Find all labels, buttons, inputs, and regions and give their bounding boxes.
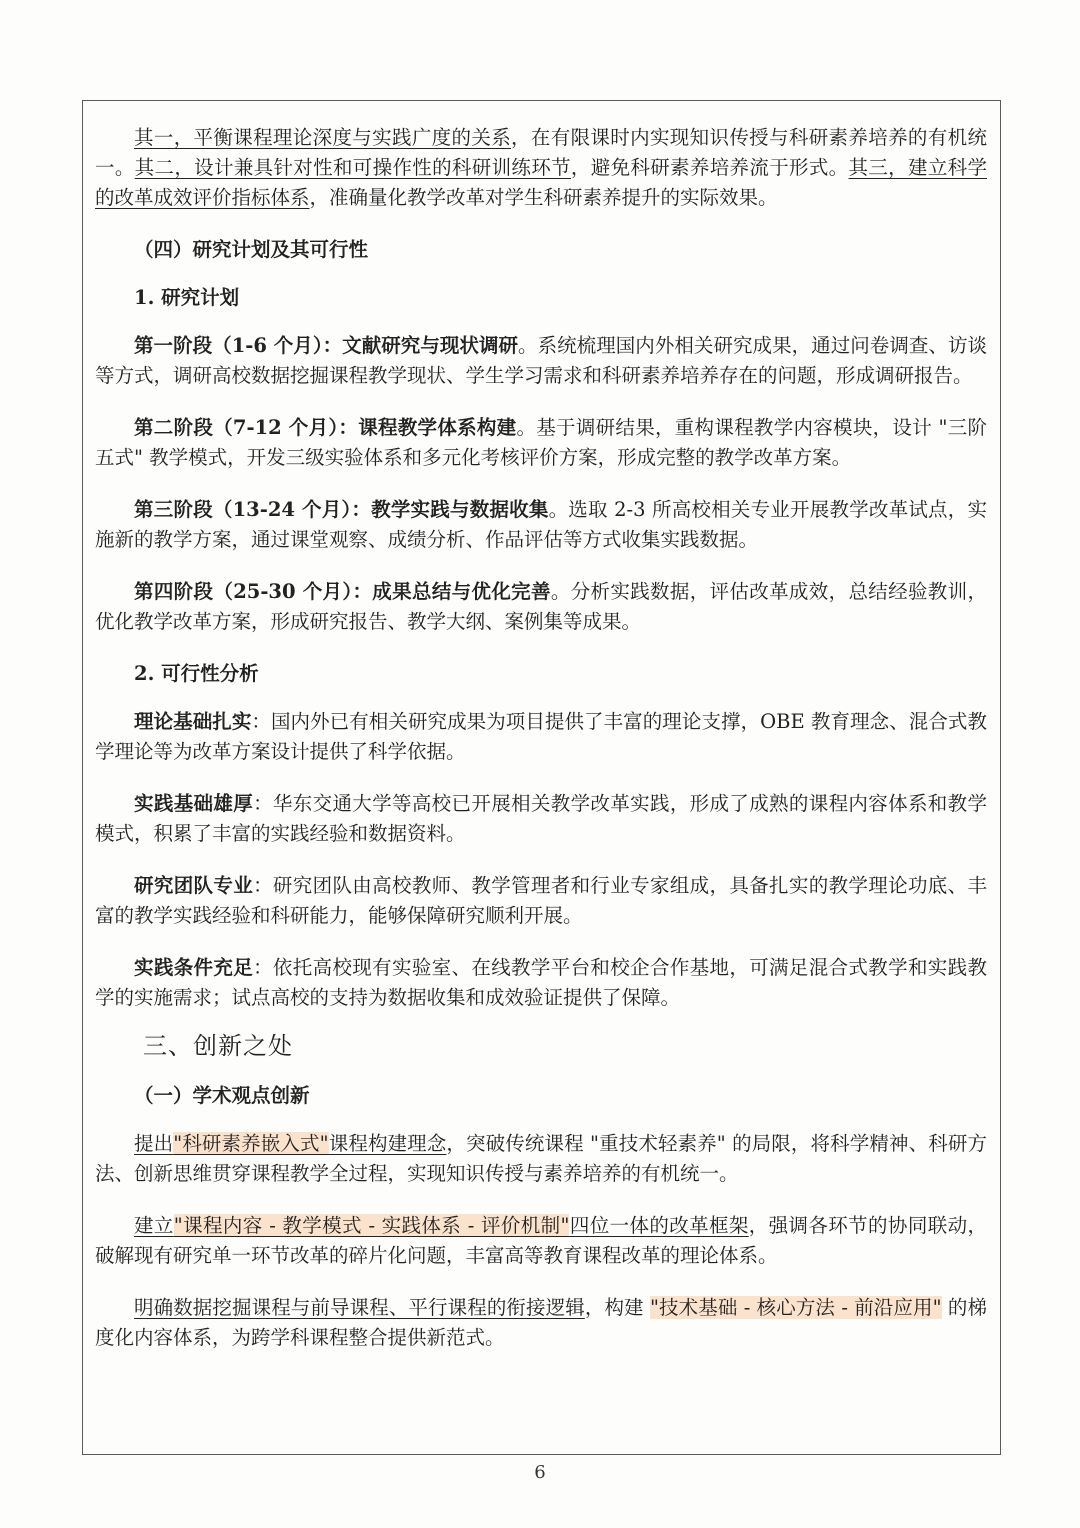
subheading-research-plan: 1. 研究计划 [134, 286, 240, 309]
feasibility-paragraph: 实践基础雄厚：华东交通大学等高校已开展相关教学改革实践，形成了成熟的课程内容体系和教学模式，积累了丰富的实践经验和数据资料。 [95, 792, 987, 845]
section-title-innovation: 三、创新之处 [143, 1032, 293, 1060]
point-two-underlined: 其二，设计兼具针对性和可操作性的科研训练环节 [134, 156, 571, 179]
feasibility-title: 实践条件充足 [134, 956, 254, 979]
feasibility-title: 理论基础扎实 [134, 710, 252, 733]
highlighted-term: "科研素养嵌入式" [173, 1132, 329, 1155]
phase-paragraph: 第二阶段（7-12 个月）：课程教学体系构建。基于调研结果，重构课程教学内容模块，设计 "三阶五式" 教学模式，开发三级实验体系和多元化考核评价方案，形成完整的教学改革方案。 [95, 416, 988, 469]
page-number: 6 [534, 1462, 546, 1483]
feasibility-title: 实践基础雄厚 [134, 792, 254, 815]
innovation-paragraph: 建立"课程内容 - 教学模式 - 实践体系 - 评价机制"四位一体的改革框架，强调各环节的协同联动，破解现有研究单一环节改革的碎片化问题，丰富高等教育课程改革的理论体系。 [95, 1214, 987, 1267]
phase-title: 第一阶段（1-6 个月）：文献研究与现状调研 [134, 334, 519, 357]
subheading-academic-innovation: （一）学术观点创新 [134, 1084, 310, 1107]
feasibility-paragraph: 研究团队专业：研究团队由高校教师、教学管理者和行业专家组成，具备扎实的教学理论功底、丰富的教学实践经验和科研能力，能够保障研究顺利开展。 [95, 874, 987, 927]
phase-paragraph: 第四阶段（25-30 个月）：成果总结与优化完善。分析实践数据，评估改革成效，总结经验教训，优化教学改革方案，形成研究报告、教学大纲、案例集等成果。 [95, 580, 987, 633]
section-heading-plan: （四）研究计划及其可行性 [134, 238, 369, 261]
innovation-paragraph: 提出"科研素养嵌入式"课程构建理念，突破传统课程 "重技术轻素养" 的局限，将科学精神、科研方法、创新思维贯穿课程教学全过程，实现知识传授与素养培养的有机统一。 [95, 1132, 987, 1185]
feasibility-paragraph: 理论基础扎实：国内外已有相关研究成果为项目提供了丰富的理论支撑，OBE 教育理念、混合式教学理论等为改革方案设计提供了科学依据。 [95, 710, 987, 763]
intro-paragraph: 其一，平衡课程理论深度与实践广度的关系，在有限课时内实现知识传授与科研素养培养的有机统一。其二，设计兼具针对性和可操作性的科研训练环节，避免科研素养培养流于形式。其三，建立科学的改革成效评价指标体系，准确量化教学改革对学生科研素养提升的实际效果。 [95, 126, 987, 209]
feasibility-paragraph: 实践条件充足：依托高校现有实验室、在线教学平台和校企合作基地，可满足混合式教学和实践教学的实施需求；试点高校的支持为数据收集和成效验证提供了保障。 [95, 956, 987, 1009]
point-one-underlined: 其一，平衡课程理论深度与实践广度的关系 [134, 126, 512, 149]
highlighted-term: "课程内容 - 教学模式 - 实践体系 - 评价机制" [173, 1214, 570, 1237]
phase-paragraph: 第三阶段（13-24 个月）：教学实践与数据收集。选取 2-3 所高校相关专业开展教学改革试点，实施新的教学方案，通过课堂观察、成绩分析、作品评估等方式收集实践数据。 [95, 498, 987, 551]
highlighted-term: "技术基础 - 核心方法 - 前沿应用" [649, 1296, 942, 1319]
phase-paragraph: 第一阶段（1-6 个月）：文献研究与现状调研。系统梳理国内外相关研究成果，通过问卷调查、访谈等方式，调研高校数据挖掘课程教学现状、学生学习需求和科研素养培养存在的问题，形成调研报告。 [95, 334, 987, 387]
phase-title: 第二阶段（7-12 个月）：课程教学体系构建 [134, 416, 517, 439]
underlined-phrase: 明确数据挖掘课程与前导课程、平行课程的衔接逻辑 [134, 1296, 585, 1319]
subheading-feasibility: 2. 可行性分析 [134, 662, 259, 685]
point-three-underlined: 其三，建立科学的改革成效评价指标体系 [95, 156, 987, 209]
phase-title: 第三阶段（13-24 个月）：教学实践与数据收集 [134, 498, 549, 521]
phase-title: 第四阶段（25-30 个月）：成果总结与优化完善 [134, 580, 551, 603]
innovation-paragraph: 明确数据挖掘课程与前导课程、平行课程的衔接逻辑，构建 "技术基础 - 核心方法 - 前沿应用" 的梯度化内容体系，为跨学科课程整合提供新范式。 [95, 1296, 987, 1349]
feasibility-title: 研究团队专业 [134, 874, 254, 897]
document-body [95, 123, 987, 1353]
